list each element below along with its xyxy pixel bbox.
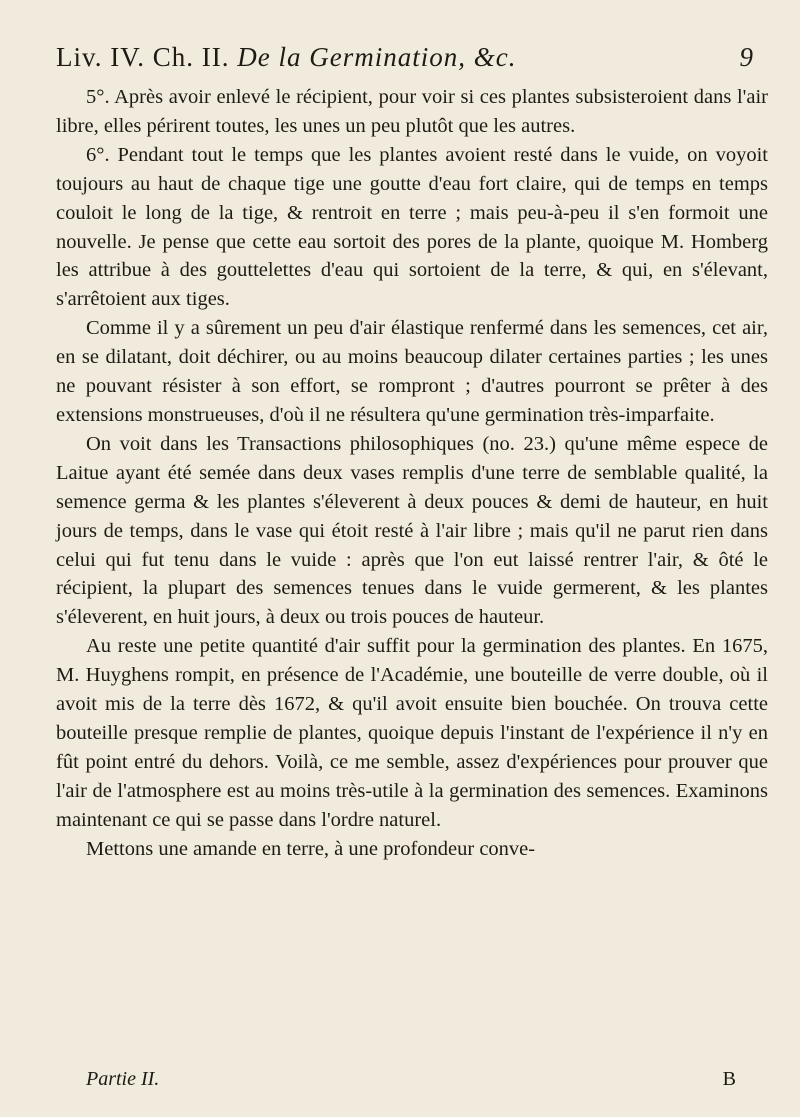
page-number: 9 xyxy=(739,42,754,72)
page-body xyxy=(56,83,768,863)
paragraph-1: 5°. Après avoir enlevé le récipient, pour voir si ces plantes subsisteroient dans l'air libre, elles périrent toutes, les unes un peu plutôt que les autres. xyxy=(56,86,768,137)
part-label: Partie II. xyxy=(86,1068,160,1090)
paragraph-2: 6°. Pendant tout le temps que les plantes avoient resté dans le vuide, on voyoit toujours au haut de chaque tige une goutte d'eau fort claire, qui de temps en temps couloit le long de la tige, & rentroit en terre ; mais peu-à-peu il s'en formoit une nouvelle. Je pense que cette eau sortoit des pores de la plante, quoique M. Homberg les attribue à des gouttelettes d'eau qui sortoient de la terre, & qui, en s'élevant, s'arrêtoient aux tiges. xyxy=(56,143,768,311)
running-title xyxy=(56,42,516,73)
paragraph-6: Mettons une amande en terre, à une profondeur conve- xyxy=(86,837,536,860)
page-footer xyxy=(86,1068,736,1091)
running-header xyxy=(56,42,760,73)
running-title-roman: Liv. IV. Ch. II. xyxy=(56,42,230,72)
signature-mark: B xyxy=(722,1068,736,1090)
running-title-italic: De la Germination, &c. xyxy=(237,42,517,72)
paragraph-5: Au reste une petite quantité d'air suffit pour la germination des plantes. En 1675, M. Huyghens rompit, en présence de l'Académie, une bouteille de verre double, où il avoit mis de la terre dès 1672, & qu'il avoit ensuite bien bouchée. On trouva cette bouteille presque remplie de plantes, quoique depuis l'instant de l'expérience il n'y en fût point entré du dehors. Voilà, ce me semble, assez d'expériences pour prouver que l'air de l'atmosphere est au moins très-utile à la germination des semences. Examinons maintenant ce qui se passe dans l'ordre naturel. xyxy=(56,635,768,831)
paragraph-4: On voit dans les Transactions philosophiques (no. 23.) qu'une même espece de Laitue ayant été semée dans deux vases remplis d'une terre de semblable qualité, la semence germa & les plantes s'éleverent à deux pouces & demi de hauteur, en huit jours de temps, dans le vase qui étoit resté à l'air libre ; mais qu'il ne parut rien dans celui qui fut tenu dans le vuide : après que l'on eut laissé rentrer l'air, & ôté le récipient, la plupart des semences tenues dans le vuide germerent, & les plantes s'éleverent, en huit jours, à deux ou trois pouces de hauteur. xyxy=(56,432,768,629)
paragraph-3: Comme il y a sûrement un peu d'air élastique renfermé dans les semences, cet air, en se dilatant, doit déchirer, ou au moins beaucoup dilater certaines parties ; les unes ne pouvant résister à son effort, se rompront ; d'autres pourront se prêter à des extensions monstrueuses, d'où il ne résultera qu'une germination très-imparfaite. xyxy=(56,317,768,426)
